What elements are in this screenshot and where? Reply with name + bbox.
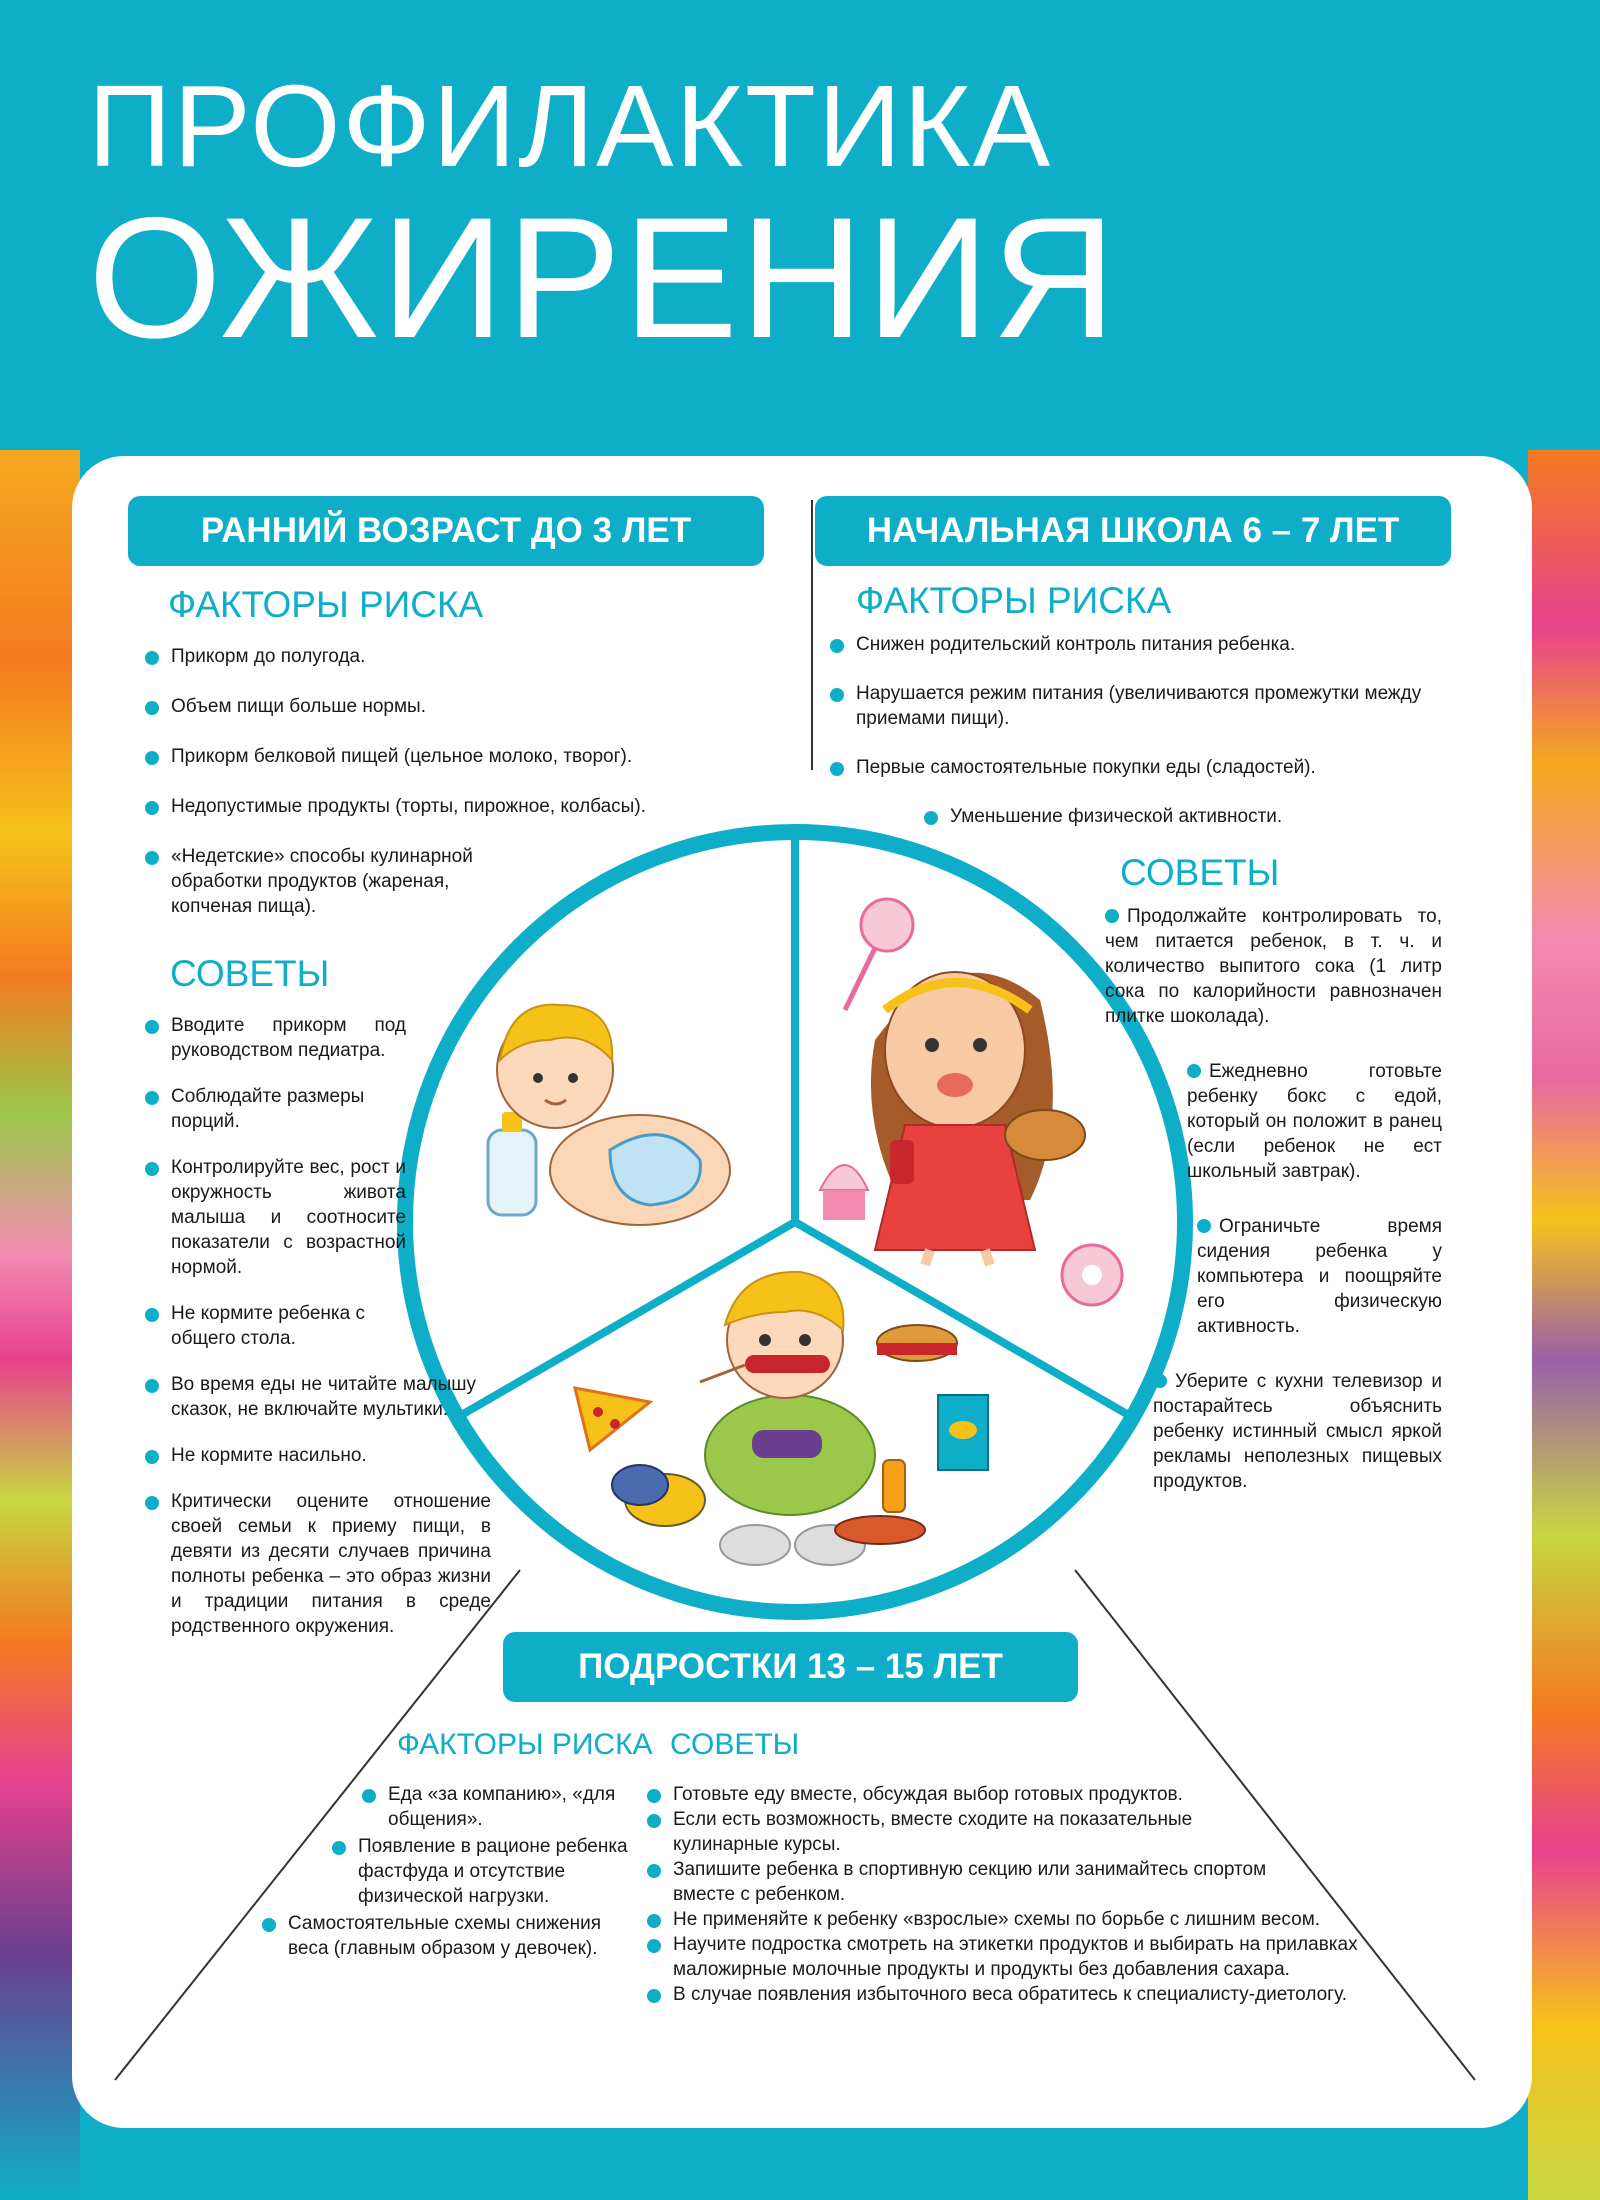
bullet-icon [1197, 1219, 1211, 1233]
teens-risk-list [288, 1782, 650, 1961]
teens-tips-list [645, 1782, 1435, 2007]
school-tips-title: СОВЕТЫ [1120, 852, 1280, 893]
list-item: В случае появления избыточного веса обратитесь к специалисту-диетологу. [645, 1982, 1435, 2007]
list-item [1187, 1059, 1442, 1184]
bullet-icon [1105, 909, 1119, 923]
list-item: Готовьте еду вместе, обсуждая выбор готовых продуктов. [645, 1782, 1435, 1807]
early-risk-title: ФАКТОРЫ РИСКА [168, 584, 484, 625]
title-line-2: ОЖИРЕНИЯ [88, 182, 1118, 374]
list-item: Снижен родительский контроль питания ребенка. [828, 632, 1448, 657]
list-item [1153, 1369, 1442, 1494]
list-item: Критически оцените отношение своей семьи к приему пищи, в девяти из десяти случаев причина полноты ребенка – это образ жизни и традиции питания в среде родственного окружения. [143, 1489, 491, 1639]
list-item: «Недетские» способы кулинарной обработки продуктов (жареная, копченая пища). [143, 844, 531, 919]
school-risk-list [828, 632, 1448, 829]
list-item: Первые самостоятельные покупки еды (сладостей). [828, 755, 1448, 780]
list-item: Недопустимые продукты (торты, пирожное, колбасы). [143, 794, 658, 819]
list-item: Не применяйте к ребенку «взрослые» схемы по борьбе с лишним весом. [645, 1907, 1323, 1932]
school-risk-title: ФАКТОРЫ РИСКА [856, 580, 1172, 621]
early-tips-list [143, 1013, 491, 1660]
list-item: Соблюдайте размеры порций. [143, 1084, 406, 1134]
list-item: Прикорм белковой пищей (цельное молоко, творог). [143, 744, 658, 769]
school-tips-list [1105, 904, 1442, 1494]
tip-text: Уберите с кухни телевизор и постарайтесь объяснить ребенку истинный смысл яркой рекламы неполезных пищевых продуктов. [1153, 1371, 1442, 1492]
list-item: Не кормите ребенка с общего стола. [143, 1301, 406, 1351]
tip-text: Ограничьте время сидения ребенка у компьютера и поощряйте его физическую активность. [1197, 1216, 1442, 1337]
list-item: Не кормите насильно. [143, 1443, 483, 1468]
list-item: Появление в рационе ребенка фастфуда и отсутствие физической нагрузки. [330, 1834, 650, 1909]
list-item [1105, 904, 1442, 1029]
teens-header: ПОДРОСТКИ 13 – 15 ЛЕТ [503, 1632, 1078, 1702]
early-risk-list [143, 644, 658, 919]
list-item: Научите подростка смотреть на этикетки продуктов и выбирать на прилавках маложирные молочные продукты и продукты без добавления сахара. [645, 1932, 1393, 1982]
list-item: Контролируйте вес, рост и окружность живота малыша и соотносите показатели с возрастной нормой. [143, 1155, 406, 1280]
list-item: Самостоятельные схемы снижения веса (главным образом у девочек). [260, 1911, 618, 1961]
list-item: Нарушается режим питания (увеличиваются промежутки между приемами пищи). [828, 681, 1446, 731]
school-header: НАЧАЛЬНАЯ ШКОЛА 6 – 7 ЛЕТ [815, 496, 1451, 566]
teens-tips-title: СОВЕТЫ [670, 1728, 800, 1761]
list-item: Запишите ребенка в спортивную секцию или занимайтесь спортом вместе с ребенком. [645, 1857, 1273, 1907]
list-item [1197, 1214, 1442, 1339]
tip-text: Ежедневно готовьте ребенку бокс с едой, который он положит в ранец (если ребенок не ест школьный завтрак). [1187, 1061, 1442, 1182]
bullet-icon [1187, 1064, 1201, 1078]
early-tips-title: СОВЕТЫ [170, 953, 330, 994]
bullet-icon [1153, 1374, 1167, 1388]
list-item: Объем пищи больше нормы. [143, 694, 658, 719]
teens-risk-title: ФАКТОРЫ РИСКА [397, 1728, 653, 1761]
tip-text: Продолжайте контролировать то, чем питается ребенок, в т. ч. и количество выпитого сока (1 литр сока по калорийности равнозначен плитке шоколада). [1105, 906, 1442, 1027]
list-item: Уменьшение физической активности. [922, 804, 1448, 829]
list-item: Еда «за компанию», «для общения». [360, 1782, 650, 1832]
list-item: Если есть возможность, вместе сходите на показательные кулинарные курсы. [645, 1807, 1273, 1857]
list-item: Во время еды не читайте малышу сказок, не включайте мультики. [143, 1372, 476, 1422]
list-item: Прикорм до полугода. [143, 644, 658, 669]
list-item: Вводите прикорм под руководством педиатра. [143, 1013, 406, 1063]
early-age-header: РАННИЙ ВОЗРАСТ ДО 3 ЛЕТ [128, 496, 764, 566]
title-line-1: ПРОФИЛАКТИКА [88, 61, 1053, 191]
